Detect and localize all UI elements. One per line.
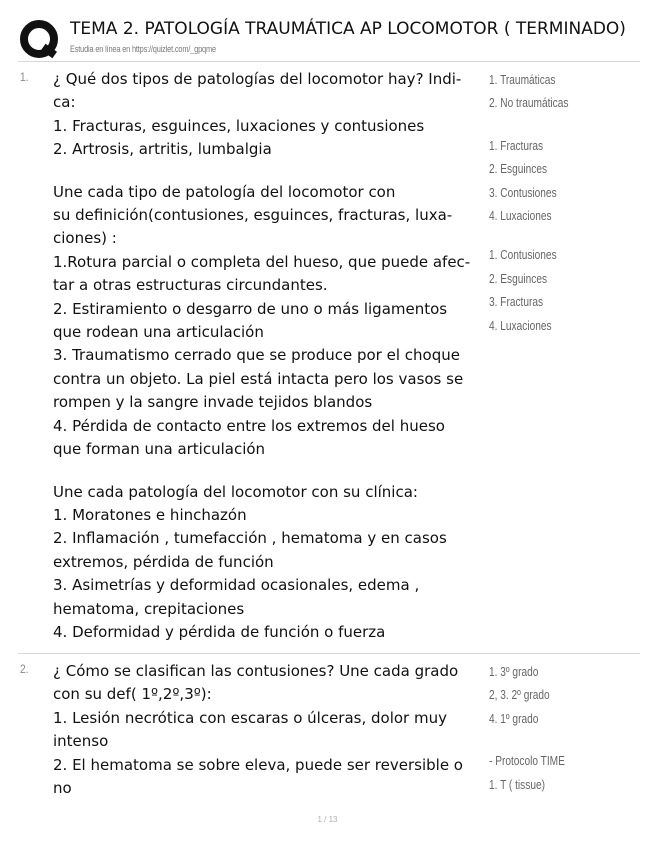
question-line: ¿ Cómo se clasifican las contusiones? Une cada grado xyxy=(53,662,459,680)
answer-line: 4. Luxaciones xyxy=(489,208,552,224)
question-line: ¿ Qué dos tipos de patologías del locomotor hay? Indi- xyxy=(53,70,462,88)
question-line: rompen y la sangre invade tejidos blandos xyxy=(53,393,373,412)
header-divider xyxy=(18,61,640,62)
spacer xyxy=(53,162,485,181)
answer-line: 1. Fracturas xyxy=(489,137,544,153)
spacer xyxy=(489,730,639,749)
quizlet-logo-icon xyxy=(18,19,60,61)
page-indicator: 1 / 13 xyxy=(317,815,338,824)
answer-line: - Protocolo TIME xyxy=(489,753,565,769)
question-line: 1. Fracturas, esguinces, luxaciones y contusiones xyxy=(53,116,425,135)
question-line: 4. Pérdida de contacto entre los extremos del hueso xyxy=(53,416,445,435)
answer-line: 2. No traumáticas xyxy=(489,95,569,111)
question-line: 3. Traumatismo cerrado que se produce por el choque xyxy=(53,346,460,365)
question-line: que forman una articulación xyxy=(53,440,266,459)
question-line: no xyxy=(53,779,72,798)
question-line: hematoma, crepitaciones xyxy=(53,599,245,618)
card-answers xyxy=(489,68,639,337)
answer-line: 2. Esguinces xyxy=(489,270,548,286)
answer-line: 1. T ( tissue) xyxy=(489,776,545,792)
page-header xyxy=(18,14,638,62)
question-line: con su def( 1º,2º,3º): xyxy=(53,685,212,704)
answer-line: 1. Contusiones xyxy=(489,247,557,263)
question-line: Une cada tipo de patología del locomotor con xyxy=(53,182,396,201)
question-line: 3. Asimetrías y deformidad ocasionales, edema , xyxy=(53,576,420,595)
question-line: ciones) : xyxy=(53,229,117,248)
answer-line: 3. Fracturas xyxy=(489,294,544,310)
answer-line: 2. Esguinces xyxy=(489,161,548,177)
answer-line: 1. Traumáticas xyxy=(489,72,556,87)
question-line: que rodean una articulación xyxy=(53,323,264,342)
answer-line: 4. 1º grado xyxy=(489,710,539,726)
spacer xyxy=(489,227,639,243)
card-answers xyxy=(489,660,639,796)
answer-line: 2, 3. 2º grado xyxy=(489,687,550,703)
question-line: 1.Rotura parcial o completa del hueso, que puede afec- xyxy=(53,252,471,271)
card-question xyxy=(53,660,485,800)
question-line: 2. Inflamación , tumefacción , hematoma y en casos xyxy=(53,529,447,548)
question-line: 2. Artrosis, artritis, lumbalgia xyxy=(53,140,272,159)
question-line: 2. Estiramiento o desgarro de uno o más ligamentos xyxy=(53,299,448,318)
question-line: contra un objeto. La piel está intacta pero los vasos se xyxy=(53,369,464,388)
question-line: ca: xyxy=(53,93,76,112)
card-divider xyxy=(18,653,640,654)
spacer xyxy=(53,462,485,481)
card-number: 2. xyxy=(20,662,29,676)
card-number: 1. xyxy=(20,70,29,84)
question-line: su definición(contusiones, esguinces, fracturas, luxa- xyxy=(53,206,453,225)
answer-line: 3. Contusiones xyxy=(489,184,557,200)
question-line: 1. Moratones e hinchazón xyxy=(53,505,247,524)
study-link[interactable]: Estudia en línea en https://quizlet.com/_gpqme xyxy=(70,44,216,54)
question-line: intenso xyxy=(53,732,109,751)
question-line: extremos, pérdida de función xyxy=(53,552,274,571)
page-title: TEMA 2. PATOLOGÍA TRAUMÁTICA AP LOCOMOTOR ( TERMINADO) xyxy=(70,19,626,39)
question-line: Une cada patología del locomotor con su clínica: xyxy=(53,482,418,501)
question-line: 2. El hematoma se sobre eleva, puede ser reversible o xyxy=(53,755,463,774)
spacer xyxy=(489,115,639,134)
answer-line: 1. 3º grado xyxy=(489,664,539,679)
question-line: 1. Lesión necrótica con escaras o úlceras, dolor muy xyxy=(53,708,447,727)
card-question xyxy=(53,68,485,644)
question-line: 4. Deformidad y pérdida de función o fuerza xyxy=(53,622,386,641)
question-line: tar a otras estructuras circundantes. xyxy=(53,276,328,295)
answer-line: 4. Luxaciones xyxy=(489,317,552,333)
